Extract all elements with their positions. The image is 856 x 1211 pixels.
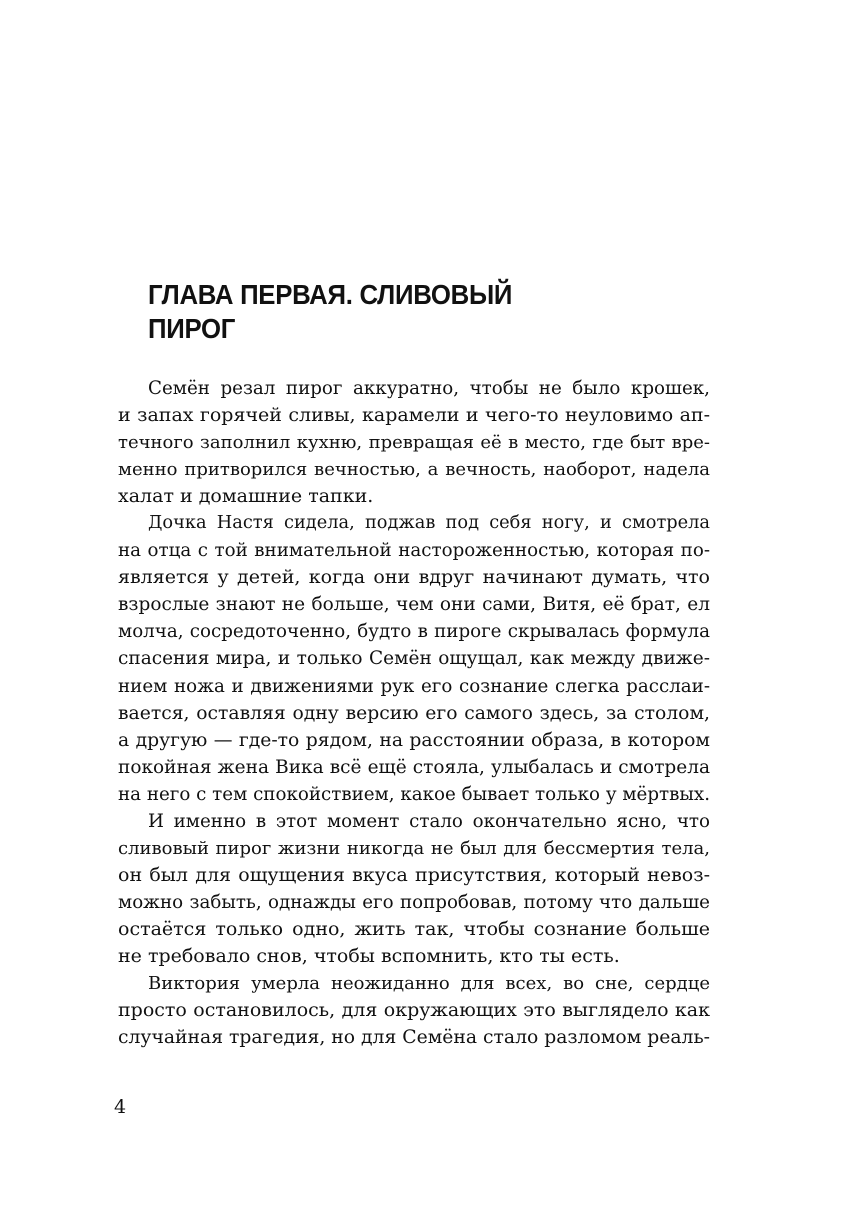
chapter-title-line: ПИРОГ [148, 313, 236, 344]
text-line: халат и домашние тапки. [118, 485, 374, 508]
chapter-title [148, 278, 700, 346]
text-line: спасения мира, и только Семён ощущал, как между движе- [118, 648, 710, 670]
text-line: и запах горячей сливы, карамели и чего-то неуловимо ап- [118, 404, 710, 427]
text-line: случайная трагедия, но для Семёна стало разломом реаль- [118, 1027, 710, 1049]
text-line: взрослые знают не больше, чем они сами, Витя, её брат, ел [118, 594, 710, 616]
text-line: на отца с той внимательной настороженностью, которая по- [118, 540, 710, 562]
text-line: остаётся только одно, жить так, чтобы сознание больше [118, 917, 710, 940]
text-line: молча, сосредоточенно, будто в пироге скрывалась формула [118, 621, 710, 643]
text-line: покойная жена Вика всё ещё стояла, улыбалась и смотрела [118, 756, 710, 778]
paragraph [118, 970, 710, 1051]
text-line: Семён резал пирог аккуратно, чтобы не было крошек, [148, 378, 710, 399]
text-line: не требовало снов, чтобы вспомнить, кто ты есть. [118, 944, 620, 967]
text-line: менно притворился вечностью, а вечность, наоборот, надела [118, 459, 710, 481]
text-line: нием ножа и движениями рук его сознание слегка расслаи- [118, 675, 710, 697]
chapter-body-text [118, 375, 710, 1051]
text-line: просто остановилось, для окружающих это выглядело как [118, 999, 710, 1022]
text-line: можно забыть, однажды его попробовав, потому что дальше [118, 891, 710, 913]
text-line: сливовый пирог жизни никогда не был для бессмертия тела, [118, 837, 710, 859]
text-line: на него с тем спокойствием, какое бывает только у мёртвых. [118, 783, 711, 805]
paragraph [118, 510, 710, 808]
text-line: вается, оставляя одну версию его самого здесь, за столом, [118, 702, 710, 724]
chapter-title-line: ГЛАВА ПЕРВАЯ. СЛИВОВЫЙ [148, 279, 513, 310]
text-line: он был для ощущения вкуса присутствия, который невоз- [118, 863, 710, 886]
text-line: Дочка Настя сидела, поджав под себя ногу, и смотрела [148, 513, 710, 534]
paragraph [118, 375, 710, 510]
text-line: является у детей, когда они вдруг начинают думать, что [118, 566, 710, 589]
text-line: течного заполнил кухню, превращая её в место, где быт вре- [118, 432, 710, 454]
text-line: И именно в этот момент стало окончательно ясно, что [148, 810, 710, 832]
text-line: а другую — где-то рядом, на расстоянии образа, в котором [118, 729, 710, 751]
page-number: 4 [114, 1096, 127, 1118]
text-line: Виктория умерла неожиданно для всех, во сне, сердце [148, 973, 710, 995]
paragraph [118, 808, 710, 970]
